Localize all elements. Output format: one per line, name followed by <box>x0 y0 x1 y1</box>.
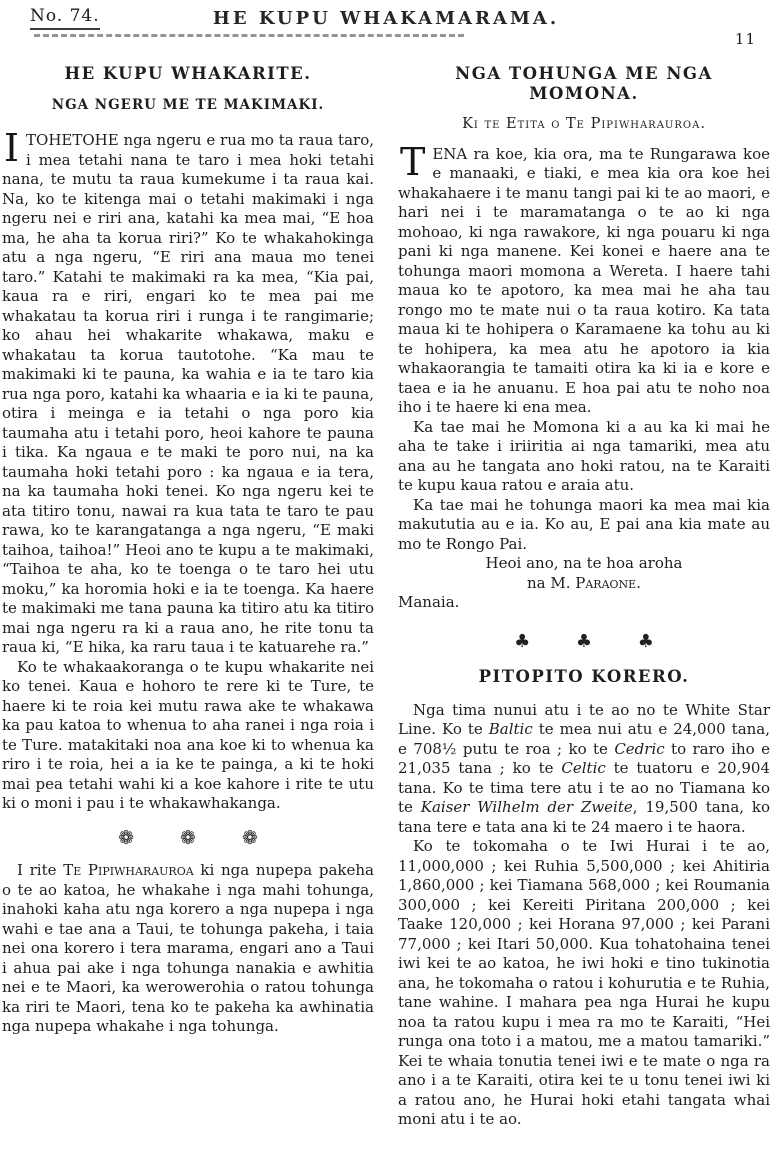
paragraph: I rite Te Pipiwharauroa ki nga nupepa pakeha o te ao katoa, he whakahe i nga mahi tohunga, inahoki kaha atu nga korero a nga nupepa i nga wahi e tae ana a Taui, te tohunga pakeha, i taia nei ona korero i tera marama, engari ano a Taui i ahua pai ake i nga tohunga nanakia e awhitia nei e te Maori, ka werowerohia o ratou tohunga ka riri te Maori, tena ko te pakeha ka awhinatia nga nupepa whakahe i nga tohunga. <box>2 861 374 1035</box>
signature-line: na M. Paraone. <box>527 573 641 592</box>
paragraph-text: TOHETOHE nga ngeru e rua mo ta raua taro, i mea tetahi nana te taro i mea hoki tetahi nana, te mutu ta raua kumekume i ta raua kai. Na, ko te kitenga mai o tetahi makimaki i nga ngeru nei e riri ana, katahi ka mea mai, “E hoa ma, he aha ta korua riri?” Ko te whakahokinga atu a nga ngeru, “E riri ana maua mo tenei taro.” Katahi te makimaki ra ka mea, “Kia pai, kaua ra e riri, engari ko te mea pai me whakatau ta korua riri i runga i te rangimarie; ko ahau hei whakarite whakawa, maku e whakatau ta korua tautotohe. “Ka mau te makimaki ki te pauna, ka wahia e ia te taro kia rua nga poro, katahi ka whaaria e ia ki te pauna, otira i meinga e ia tetahi o nga poro kia taumaha atu i tetahi poro, heoi kahore te pauna i tika. Ka ngaua e te maki te poro nui, na ka taumaha hoki tetahi poro : ka ngaua e ia tera, na ka taumaha hoki tenei. Ko nga ngeru kei te ata titiro tonu, nawai ra kua tata te taro te pau rawa, ko te karangatanga a nga ngeru, “E maki taihoa, taihoa!” Heoi ano te kupu a te makimaki, “Taihoa te aha, ko te toenga o te taro hei utu moku,” ka horomia hoki e ia te toenga. Ka haere te makimaki me tana pauna ka titiro atu ka titiro mai nga ngeru ra ki a raua ano, he rite tonu ta raua ki, “E hika, ka raru taua i te katuarehe ra.” <box>2 131 374 656</box>
two-column-layout <box>2 58 770 1130</box>
place-line: Manaia. <box>398 593 460 611</box>
page-number: 11 <box>734 30 756 48</box>
article-title-nga-tohunga: NGA TOHUNGA ME NGA MOMONA. <box>455 64 713 103</box>
issue-number: No. 74. <box>30 6 100 30</box>
paragraph: Ko te whakaakoranga o te kupu whakarite nei ko tenei. Kaua e hohoro te rere ki te Ture, te haere ki te roia kei mutu rawa ake te whakawa ka pau katoa to whenua to aha ranei i nga roia i te Ture. matakitaki noa ana koe ki to whenua ka riro i te roia, hei a ia ke te painga, a ki te hoki mai pea tetahi wahi ki a koe kahore i rite te utu ki o moni i pau i te whakawhakanga. <box>2 657 374 812</box>
running-head <box>2 4 770 52</box>
club-ornament: ♣ ♣ ♣ <box>514 630 674 652</box>
article-title-he-kupu-whakarite: HE KUPU WHAKARITE. <box>64 64 312 83</box>
paragraph: Ka tae mai he Momona ki a au ka ki mai he aha te take i iriiritia ai nga tamariki, mea atu ana au he tangata ano hoki ratou, na te Karaiti te kupu kaua ratou e araia atu. <box>398 417 770 494</box>
paragraph: Ko te tokomaha o te Iwi Hurai i te ao, 11,000,000 ; kei Ruhia 5,500,000 ; kei Ahitiria 1,860,000 ; kei Tiamana 568,000 ; kei Roumania 300,000 ; kei Kereiti Piritana 200,000 ; kei Taake 120,000 ; kei Horana 97,000 ; kei Parani 77,000 ; kei Itari 50,000. Kua tohatohaina tenei iwi kei te ao katoa, he iwi hoki e tino tukinotia ana, he tokomaha o ratou i kohurutia e te Ruhia, tane wahine. I mahara pea nga Hurai he kupu noa ta ratou kupu i mea ra mo te Karaiti, “Hei runga ona toto i a matou, me a matou tamariki.” Kei te whaia tonutia tenei iwi e te mate o nga ra ano i a te Karaiti, otira kei te u tonu tenei iwi ki a ratou ano, he Hurai hoki etahi tangata whai moni atu i te ao. <box>398 837 770 1128</box>
article-subtitle-nga-ngeru: NGA NGERU ME TE MAKIMAKI. <box>51 96 325 113</box>
drop-cap: T <box>400 139 426 184</box>
paragraph-text: ENA ra koe, kia ora, ma te Rungarawa koe e manaaki, e tiaki, e mea kia ora koe hei whakahaere i te manu tangi pai ki te ao maori, e hari nei i te maramatanga o te ao ki nga mohoao, ki nga rawakore, ki nga pouaru ki nga pani ki nga manene. Kei konei e haere ana te tohunga maori momona a Wereta. I haere tahi maua ko te apotoro, ka mea mai he aha tau rongo mo te mate nui o ta raua kotiro. Ka tata maua ki te hohipera o Karamaene ka tohu au ki te hohipera, ka mea atu he apotoro ia kia whakaorangia te tamaiti otira ka ki ia e kore e taea e ia he anuanu. E hoa pai atu te noho noa iho i te haere ki ena mea. <box>398 144 770 416</box>
paragraph: Ka tae mai he tohunga maori ka mea mai kia makututia au e ia. Ko au, E pai ana kia mate au mo te Rongo Pai. <box>398 495 770 553</box>
masthead-title: HE KUPU WHAKAMARAMA. <box>212 8 560 29</box>
section-title-pitopito-korero: PITOPITO KORERO. <box>478 667 690 686</box>
paragraph <box>398 139 770 418</box>
salutation-line: Ki te Etita o Te Pipiwharauroa. <box>462 116 706 132</box>
paragraph <box>2 126 374 658</box>
flower-ornament: ❁ ❁ ❁ <box>118 826 278 849</box>
drop-cap: I <box>4 126 20 170</box>
header-rule <box>34 34 464 37</box>
right-column <box>398 58 770 1130</box>
paragraph: Nga tima nunui atu i te ao no te White Star Line. Ko te Baltic te mea nui atu e 24,000 tana, e 708½ putu te roa ; ko te Cedric to raro iho e 21,035 tana ; ko te Celtic te tuatoru e 20,904 tana. Ko te tima tere atu i te ao no Tiamana ko te Kaiser Wilhelm der Zweite, 19,500 tana, ko tana tere e tata ana ki te 24 maero i te haora. <box>398 700 771 836</box>
left-column <box>2 58 374 1130</box>
closing-line: Heoi ano, na te hoa aroha <box>485 554 683 572</box>
